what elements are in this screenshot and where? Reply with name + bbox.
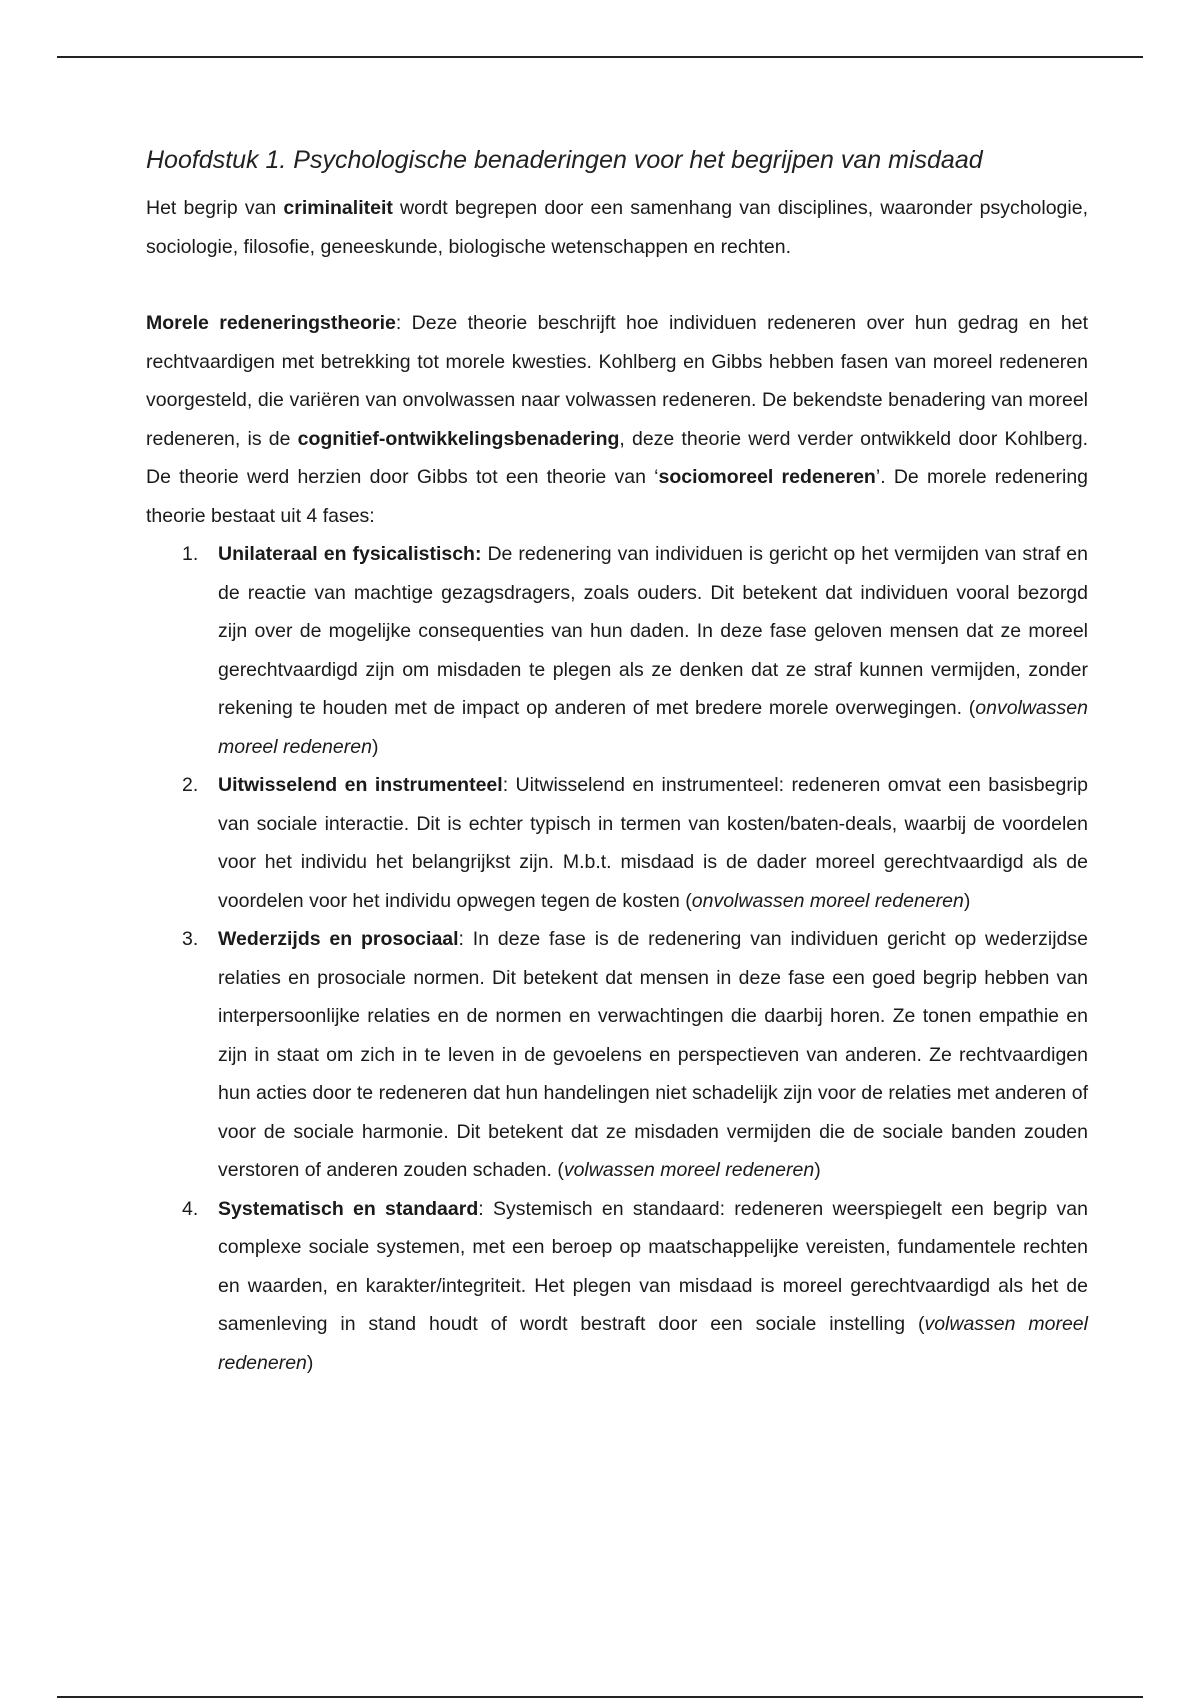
intro-term: criminaliteit — [283, 197, 393, 219]
theory-text: , deze theorie werd verder ontwikkeld door Kohlberg. De theorie werd herzien door Gibbs tot een theorie van ‘ — [146, 427, 1088, 488]
stage-number: 3. — [182, 928, 199, 950]
stage-close: ) — [814, 1159, 821, 1181]
stage-item — [146, 766, 1088, 920]
intro-paragraph — [146, 189, 1088, 266]
theory-term: Morele redeneringstheorie — [146, 312, 396, 334]
stage-item — [146, 535, 1088, 766]
stage-text: De redenering van individuen is gericht op het vermijden van straf en de reactie van machtige gezagsdragers, zoals ouders. Dit betekent dat individuen vooral bezorgd zijn over de mogelijke consequenties van hun daden. In deze fase geloven mensen dat ze moreel gerechtvaardigd zijn om misdaden te plegen als ze denken dat ze straf kunnen vermijden, zonder rekening te houden met de impact op anderen of met bredere morele overwegingen. ( — [218, 543, 1088, 719]
stage-item — [146, 1190, 1088, 1383]
top-rule — [57, 56, 1143, 58]
stage-note: volwassen moreel redeneren — [563, 1159, 815, 1181]
stage-close: ) — [306, 1351, 314, 1374]
theory-term-sociomoral: sociomoreel redeneren — [658, 466, 876, 488]
theory-paragraph — [146, 304, 1088, 535]
paragraph-gap — [146, 266, 1088, 304]
stage-text: : In deze fase is de redenering van individuen gericht op wederzijdse relaties en prosociale normen. Dit betekent dat mensen in deze fase een goed begrip hebben van interpersoonlijke relaties en de normen en verwachtingen die daarbij horen. Ze tonen empathie en zijn in staat om zich in te leven in de gevoelens en perspectieven van anderen. Ze rechtvaardigen hun acties door te redeneren dat hun handelingen niet schadelijk zijn voor de relaties met anderen of voor de sociale harmonie. Dit betekent dat ze misdaden vermijden die de sociale banden zouden verstoren of anderen zouden schaden. ( — [218, 928, 1088, 1181]
stage-text: : Systemisch en standaard: redeneren weerspiegelt een begrip van complexe sociale systemen, met een beroep op maatschappelijke vereisten, fundamentele rechten en waarden, en karakter/integriteit. Het plegen van misdaad is moreel gerechtvaardigd als het de samenleving in stand houdt of wordt bestraft door een sociale instelling ( — [218, 1197, 1088, 1335]
stage-name: Uitwisselend en instrumenteel — [218, 774, 503, 796]
bottom-rule — [57, 1696, 1143, 1698]
chapter-title: Hoofdstuk 1. Psychologische benaderingen voor het begrijpen van misdaad — [146, 146, 983, 174]
document-body — [146, 141, 1088, 1382]
stage-note: onvolwassen moreel redeneren — [218, 697, 1088, 758]
stage-note: volwassen moreel redeneren — [218, 1313, 1088, 1374]
stage-item — [146, 920, 1088, 1190]
theory-text: ’. De morele redenering theorie bestaat uit 4 fases: — [146, 466, 1089, 527]
intro-text: Het begrip van — [146, 197, 284, 219]
stage-text: : Uitwisselend en instrumenteel: redeneren omvat een basisbegrip van sociale interactie. Dit is echter typisch in termen van kosten/baten-deals, waarbij de voordelen voor het individu het belangrijkst zijn. M.b.t. misdaad is de dader moreel gerechtvaardigd als de voordelen voor het individu opwegen tegen de kosten ( — [218, 774, 1089, 912]
stage-close: ) — [963, 889, 971, 912]
stage-name: Unilateraal en fysicalistisch: — [218, 543, 482, 565]
theory-term-approach: cognitief-ontwikkelingsbenadering — [297, 427, 620, 450]
stage-number: 4. — [182, 1197, 199, 1220]
intro-text-rest: wordt begrepen door een samenhang van disciplines, waaronder psychologie, sociologie, filosofie, geneeskunde, biologische wetenschappen en rechten. — [146, 197, 1088, 258]
stage-note: onvolwassen moreel redeneren — [691, 889, 964, 912]
stage-name: Wederzijds en prosociaal — [218, 928, 459, 950]
stage-number: 1. — [182, 543, 199, 565]
stage-close: ) — [371, 735, 379, 758]
theory-text: : Deze theorie beschrijft hoe individuen redeneren over hun gedrag en het rechtvaardigen met betrekking tot morele kwesties. Kohlberg en Gibbs hebben fasen van moreel redeneren voorgesteld, die variëren van onvolwassen naar volwassen redeneren. De bekendste benadering van moreel redeneren, is de — [146, 312, 1088, 450]
stage-number: 2. — [182, 774, 199, 796]
stage-name: Systematisch en standaard — [218, 1197, 479, 1220]
stages-list — [146, 535, 1088, 1382]
